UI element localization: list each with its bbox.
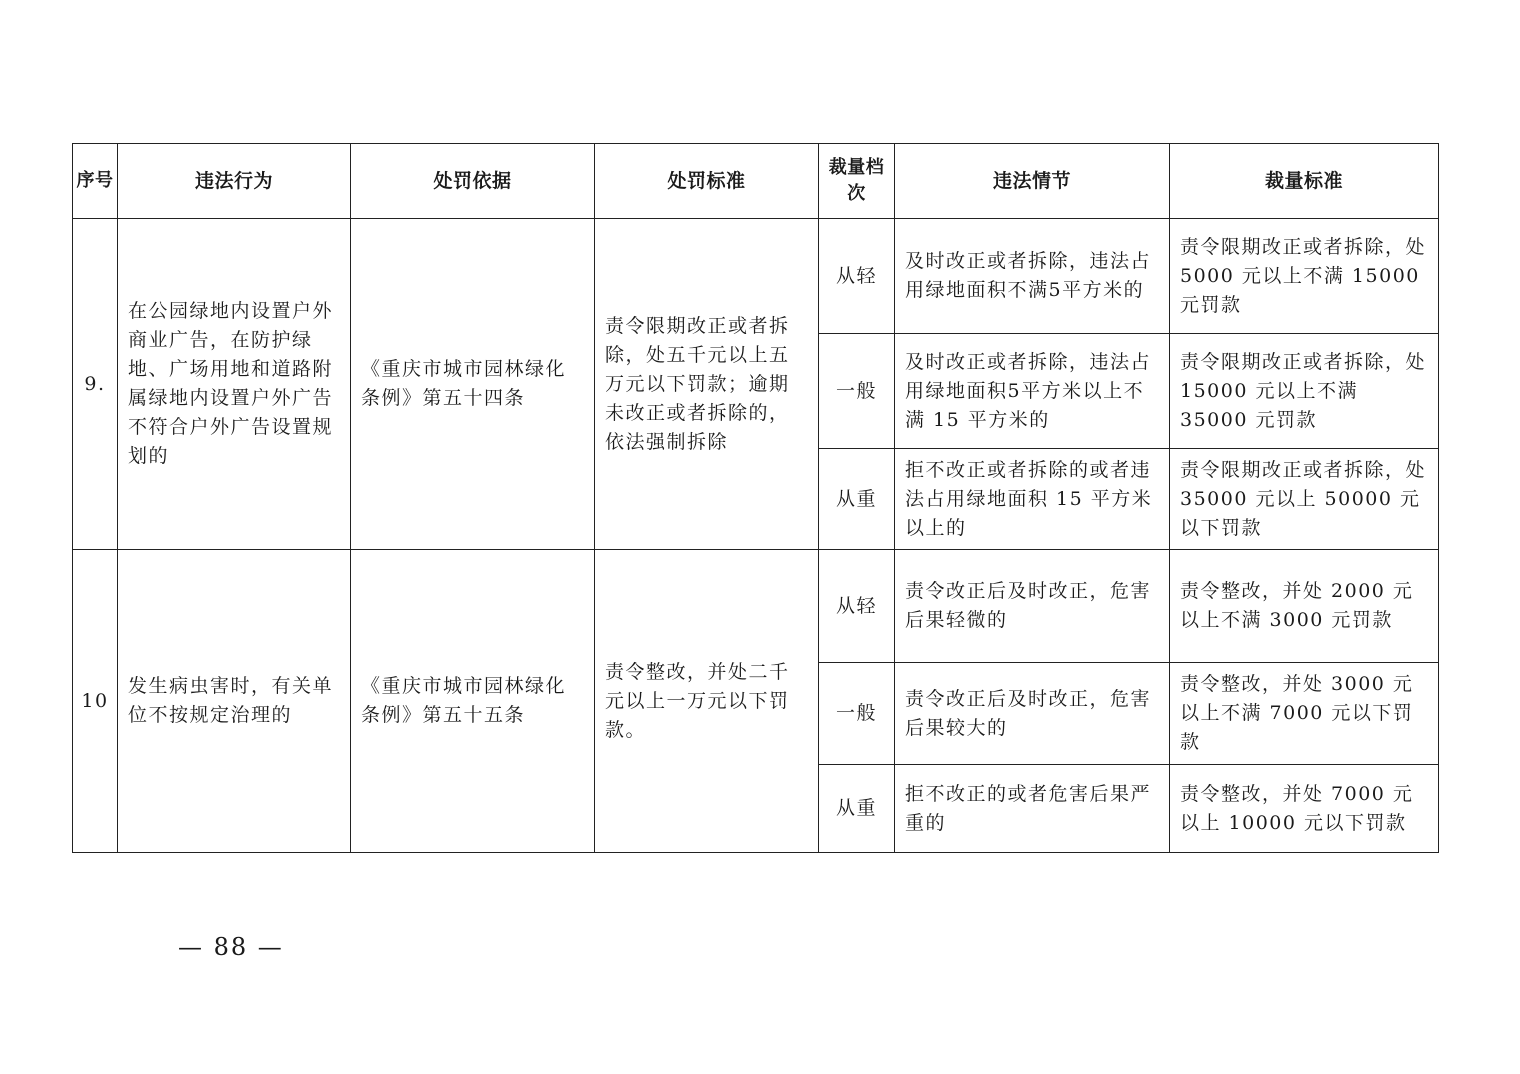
violation-circumstance: 责令改正后及时改正，危害后果轻微的: [895, 550, 1170, 663]
header-level: 裁量档次: [819, 144, 895, 219]
header-behavior: 违法行为: [118, 144, 351, 219]
header-discretion: 裁量标准: [1170, 144, 1439, 219]
discretion-level: 从重: [819, 765, 895, 853]
row-number: 10: [73, 550, 118, 853]
discretion-standard: 责令限期改正或者拆除，处 5000 元以上不满 15000 元罚款: [1170, 219, 1439, 334]
discretion-standard: 责令整改，并处 7000 元以上 10000 元以下罚款: [1170, 765, 1439, 853]
header-standard: 处罚标准: [595, 144, 819, 219]
discretion-standard: 责令整改，并处 3000 元以上不满 7000 元以下罚款: [1170, 663, 1439, 765]
discretion-standard: 责令限期改正或者拆除，处 35000 元以上 50000 元以下罚款: [1170, 449, 1439, 550]
discretion-level: 从重: [819, 449, 895, 550]
violation-circumstance: 拒不改正的或者危害后果严重的: [895, 765, 1170, 853]
penalty-standard: 责令整改，并处二千元以上一万元以下罚款。: [595, 550, 819, 853]
violation-behavior: 在公园绿地内设置户外商业广告，在防护绿地、广场用地和道路附属绿地内设置户外广告不符合户外广告设置规划的: [118, 219, 351, 550]
violation-behavior: 发生病虫害时，有关单位不按规定治理的: [118, 550, 351, 853]
discretion-level: 从轻: [819, 550, 895, 663]
discretion-level: 一般: [819, 334, 895, 449]
penalty-standard: 责令限期改正或者拆除，处五千元以上五万元以下罚款；逾期未改正或者拆除的，依法强制拆除: [595, 219, 819, 550]
header-no: 序号: [73, 144, 118, 219]
discretion-level: 一般: [819, 663, 895, 765]
row-number: 9.: [73, 219, 118, 550]
penalty-discretion-table: [72, 143, 1439, 853]
violation-circumstance: 及时改正或者拆除，违法占用绿地面积5平方米以上不满 15 平方米的: [895, 334, 1170, 449]
page-number: — 88 —: [178, 933, 284, 961]
table-row: [73, 219, 1439, 334]
penalty-basis: 《重庆市城市园林绿化条例》第五十五条: [351, 550, 595, 853]
violation-circumstance: 及时改正或者拆除，违法占用绿地面积不满5平方米的: [895, 219, 1170, 334]
table-row: [73, 550, 1439, 663]
discretion-standard: 责令限期改正或者拆除，处 15000 元以上不满 35000 元罚款: [1170, 334, 1439, 449]
table-header-row: [73, 144, 1439, 219]
discretion-level: 从轻: [819, 219, 895, 334]
violation-circumstance: 责令改正后及时改正，危害后果较大的: [895, 663, 1170, 765]
violation-circumstance: 拒不改正或者拆除的或者违法占用绿地面积 15 平方米以上的: [895, 449, 1170, 550]
header-basis: 处罚依据: [351, 144, 595, 219]
discretion-standard: 责令整改，并处 2000 元以上不满 3000 元罚款: [1170, 550, 1439, 663]
header-circumstance: 违法情节: [895, 144, 1170, 219]
penalty-basis: 《重庆市城市园林绿化条例》第五十四条: [351, 219, 595, 550]
